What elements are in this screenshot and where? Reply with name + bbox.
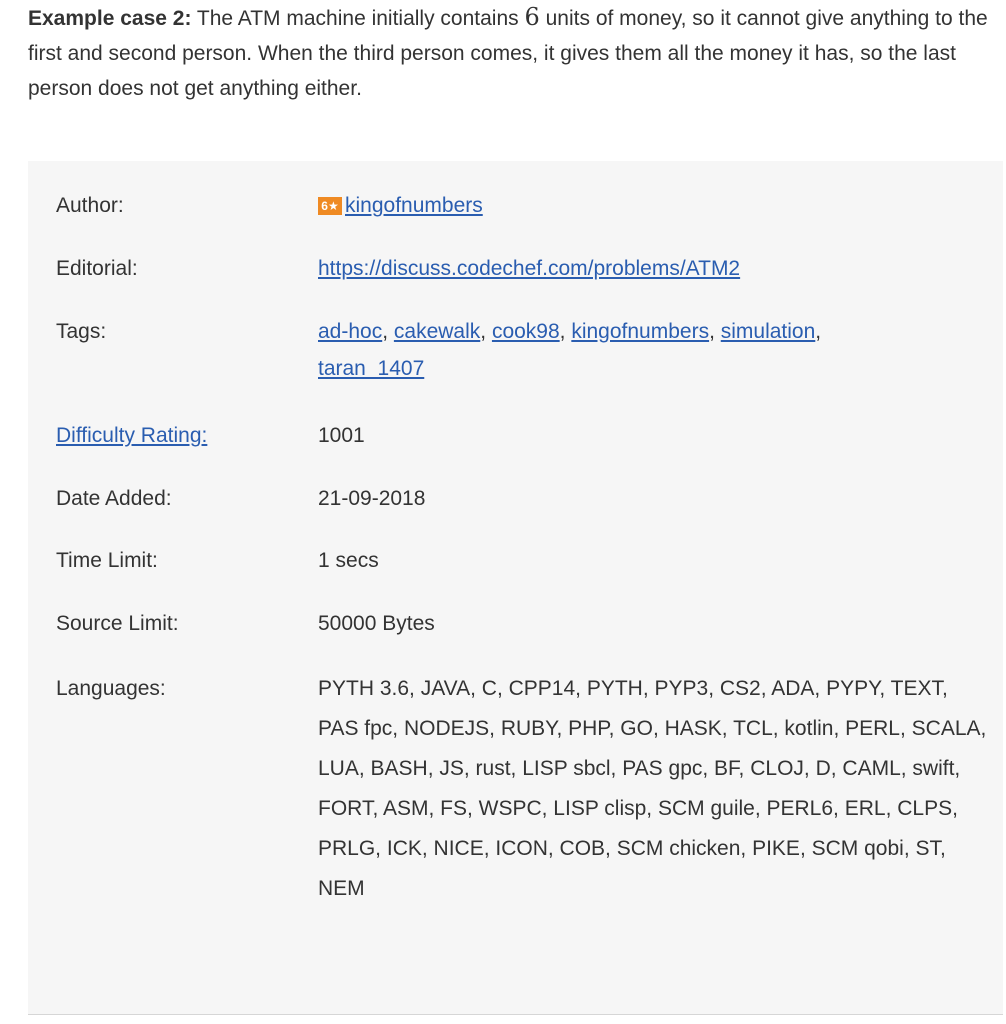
example-explanation (28, 0, 1003, 106)
editorial-key: Editorial: (56, 257, 138, 280)
source-limit-key: Source Limit: (56, 612, 179, 635)
tags-value: ad-hoc, cakewalk, cook98, kingofnumbers, simulation, taran_1407 (318, 320, 822, 380)
example-case-label: Example case 2: (28, 7, 192, 30)
tag-link[interactable]: kingofnumbers (571, 320, 710, 343)
time-limit-value: 1 secs (318, 549, 379, 572)
languages-key: Languages: (56, 677, 166, 700)
tag-link[interactable]: ad-hoc (318, 320, 383, 343)
author-value (318, 187, 988, 224)
time-limit-key: Time Limit: (56, 549, 158, 572)
tag-link[interactable]: taran_1407 (318, 357, 425, 380)
difficulty-rating-link[interactable]: Difficulty Rating: (56, 424, 208, 447)
tag-link[interactable]: cook98 (491, 320, 560, 343)
author-link[interactable]: kingofnumbers (345, 194, 483, 217)
tags-key: Tags: (56, 320, 107, 343)
tag-link[interactable]: cakewalk (393, 320, 481, 343)
editorial-value (318, 250, 988, 287)
languages-value: PYTH 3.6, JAVA, C, CPP14, PYTH, PYP3, CS2, ADA, PYPY, TEXT, PAS fpc, NODEJS, RUBY, PHP, GO, HASK, TCL, kotlin, PERL, SCALA, LUA, BASH, JS, rust, LISP sbcl, PAS gpc, BF, CLOJ, D, CAML, swift, FORT, ASM, FS, WSPC, LISP clisp, SCM guile, PERL6, ERL, CLPS, PRLG, ICK, NICE, ICON, COB, SCM chicken, PIKE, SCM qobi, ST, NEM (318, 677, 987, 900)
author-key: Author: (56, 194, 124, 217)
source-limit-value: 50000 Bytes (318, 612, 435, 635)
difficulty-value: 1001 (318, 424, 365, 447)
date-added-key: Date Added: (56, 487, 172, 510)
explanation-math-value: 6 (524, 3, 540, 31)
explanation-text-before: The ATM machine initially contains (196, 7, 519, 30)
editorial-link[interactable]: https://discuss.codechef.com/problems/ATM2 (318, 257, 741, 280)
explanation-text-after: units of money, so it cannot give anything to the first and second person. When the third person comes, it gives them all the money it has, so the last person does not get anything either. (28, 7, 988, 100)
problem-metadata-panel (28, 161, 1003, 1015)
difficulty-key (56, 417, 316, 454)
date-added-value: 21-09-2018 (318, 487, 426, 510)
tag-link[interactable]: simulation (720, 320, 816, 343)
star-rating-badge: 6★ (318, 197, 342, 215)
